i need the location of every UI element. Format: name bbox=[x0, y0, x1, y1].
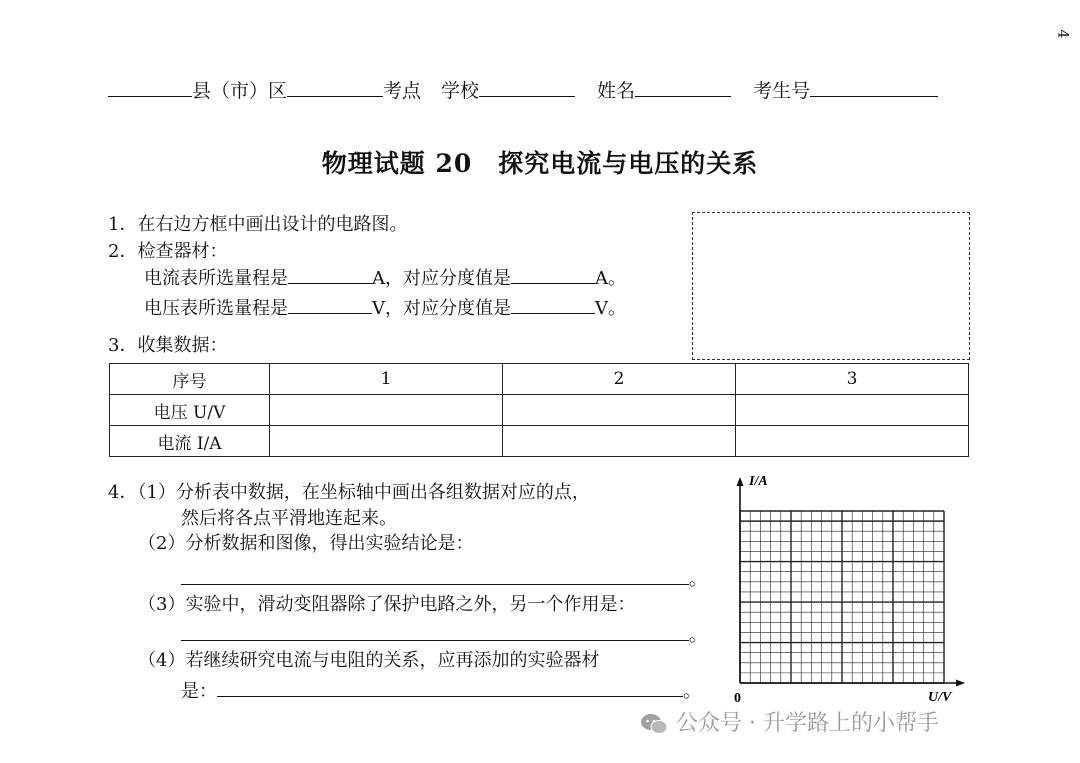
watermark bbox=[640, 706, 939, 737]
y-axis-label: I/A bbox=[749, 474, 768, 489]
table-header-label: 序号 bbox=[110, 364, 270, 395]
q4-period: 。 bbox=[683, 681, 701, 702]
ammeter-end: A。 bbox=[595, 268, 626, 289]
voltage-cell-1[interactable] bbox=[270, 395, 503, 426]
q4-answer-line bbox=[181, 678, 701, 706]
voltmeter-mid: V，对应分度值是 bbox=[372, 298, 511, 319]
voltmeter-end: V。 bbox=[595, 298, 626, 319]
voltage-cell-3[interactable] bbox=[736, 395, 969, 426]
current-row-label: 电流 I/A bbox=[110, 426, 270, 457]
voltage-row-label: 电压 U/V bbox=[110, 395, 270, 426]
voltage-cell-2[interactable] bbox=[503, 395, 736, 426]
table-row-voltage bbox=[110, 395, 969, 426]
exam-number-blank[interactable] bbox=[810, 76, 938, 97]
data-table bbox=[109, 363, 969, 457]
q1-line2: 然后将各点平滑地连起来。 bbox=[181, 508, 397, 529]
q2-text: （2）分析数据和图像，得出实验结论是： bbox=[138, 533, 474, 554]
q2-period: 。 bbox=[689, 569, 707, 590]
name-blank[interactable] bbox=[635, 76, 731, 97]
origin-label: 0 bbox=[734, 691, 741, 706]
circuit-diagram-box[interactable] bbox=[692, 212, 970, 360]
current-cell-2[interactable] bbox=[503, 426, 736, 457]
q3-answer-blank[interactable] bbox=[181, 622, 689, 641]
ammeter-prefix: 电流表所选量程是 bbox=[144, 268, 288, 289]
school-blank[interactable] bbox=[479, 76, 575, 97]
table-col-1: 1 bbox=[270, 364, 503, 395]
y-axis-arrow bbox=[737, 477, 744, 486]
item-2: 2．检查器材： bbox=[108, 241, 228, 262]
q1-line1: 4．（1）分析表中数据，在坐标轴中画出各组数据对应的点， bbox=[108, 482, 590, 503]
voltmeter-division-blank[interactable] bbox=[511, 295, 595, 314]
q4-line2: 是： bbox=[181, 681, 217, 702]
name-label: 姓名 bbox=[597, 80, 636, 102]
exam-site-label: 考点 bbox=[383, 80, 422, 102]
table-row-current bbox=[110, 426, 969, 457]
q2-answer-blank[interactable] bbox=[181, 566, 689, 585]
q4-line1: （4）若继续研究电流与电阻的关系，应再添加的实验器材 bbox=[138, 650, 600, 671]
current-cell-1[interactable] bbox=[270, 426, 503, 457]
iu-graph[interactable] bbox=[725, 470, 975, 710]
table-header-row bbox=[110, 364, 969, 395]
x-axis-arrow bbox=[956, 680, 965, 687]
voltmeter-line bbox=[144, 295, 626, 323]
watermark-text: 公众号 · 升学路上的小帮手 bbox=[676, 711, 939, 736]
county-label: 县（市）区 bbox=[192, 80, 288, 102]
q3-text: （3）实验中，滑动变阻器除了保护电路之外，另一个作用是： bbox=[138, 594, 636, 615]
q3-answer-line bbox=[181, 622, 707, 650]
ammeter-mid: A，对应分度值是 bbox=[372, 268, 511, 289]
voltmeter-prefix: 电压表所选量程是 bbox=[144, 298, 288, 319]
q3-period: 。 bbox=[689, 625, 707, 646]
school-label: 学校 bbox=[441, 80, 480, 102]
ammeter-line bbox=[144, 265, 626, 293]
page-number: 4 bbox=[1054, 29, 1071, 39]
voltmeter-range-blank[interactable] bbox=[288, 295, 372, 314]
graph-grid bbox=[740, 511, 944, 683]
x-axis-label: U/V bbox=[928, 690, 952, 705]
table-col-3: 3 bbox=[736, 364, 969, 395]
page-title: 物理试题 20 探究电流与电压的关系 bbox=[321, 149, 759, 178]
ammeter-division-blank[interactable] bbox=[511, 265, 595, 284]
q2-answer-line bbox=[181, 566, 707, 594]
header-info-line bbox=[108, 76, 938, 104]
wechat-icon bbox=[640, 713, 668, 735]
item-1: 1．在右边方框中画出设计的电路图。 bbox=[108, 214, 408, 235]
q4-answer-blank[interactable] bbox=[217, 678, 683, 697]
current-cell-3[interactable] bbox=[736, 426, 969, 457]
ammeter-range-blank[interactable] bbox=[288, 265, 372, 284]
exam-site-blank[interactable] bbox=[287, 76, 383, 97]
table-col-2: 2 bbox=[503, 364, 736, 395]
item-3: 3．收集数据： bbox=[108, 335, 228, 356]
county-blank[interactable] bbox=[108, 76, 192, 97]
exam-number-label: 考生号 bbox=[753, 80, 811, 102]
